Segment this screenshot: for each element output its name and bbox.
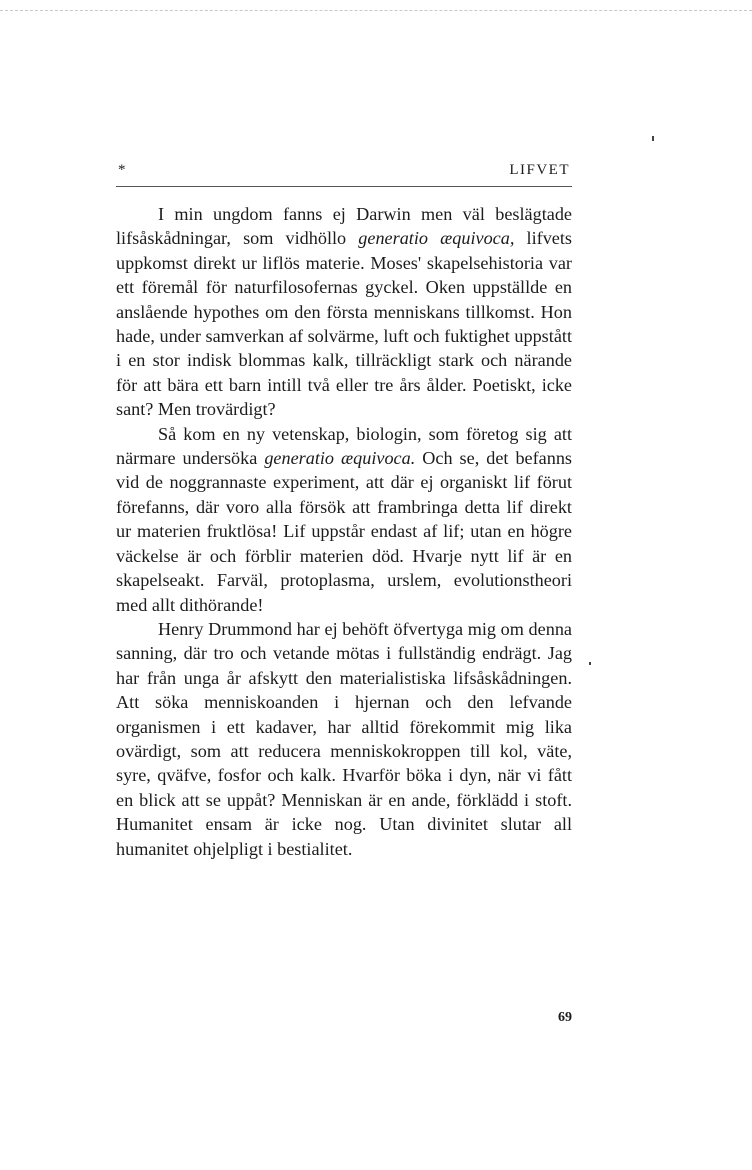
scan-speck	[589, 662, 591, 665]
header-asterisk: *	[118, 162, 126, 178]
top-scan-rule	[0, 10, 752, 11]
latin-term: generatio æquivoca,	[358, 228, 515, 249]
header-rule	[116, 186, 572, 187]
paragraph	[116, 202, 572, 422]
paragraph-text: lifvets uppkomst direkt ur liflös materie. Moses' skapelsehistoria var ett föremål för naturfilosofernas gyckel. Oken uppställde en anslående hypothes om den första menniskans tillkomst. Hon hade, under samverkan af solvärme, luft och fuktighet uppstått i en stor indisk blommas kalk, tillräckligt stark och närande för att bära ett barn intill två eller tre års ålder. Poetiskt, icke sant? Men trovärdigt?	[116, 228, 572, 420]
paragraph	[116, 617, 572, 861]
paragraph-text: I min ungdom fanns ej Darwin men väl beslägtade lifsåskådningar, som vidhöllo	[116, 204, 572, 249]
scan-speck	[652, 136, 654, 141]
body-text	[116, 202, 572, 861]
paragraph-text: Så kom en ny vetenskap, biologin, som företog sig att närmare undersöka	[116, 423, 572, 469]
running-header	[116, 160, 572, 184]
page-number: 69	[558, 1010, 572, 1025]
latin-term: generatio æquivoca.	[264, 448, 416, 469]
running-title: LIFVET	[509, 162, 570, 178]
paragraph	[116, 422, 572, 617]
paragraph-text: Henry Drummond har ej behöft öfvertyga mig om denna sanning, där tro och vetande mötas i fullständig endrägt. Jag har från unga år afskytt den materialistiska lifsåskådningen. Att söka menniskoanden i hjernan och den lefvande organismen i ett kadaver, har alltid förekommit mig lika ovärdigt, som att reducera menniskokroppen till kol, väte, syre, qväfve, fosfor och kalk. Hvarför böka i dyn, när vi fått en blick att se uppåt? Menniskan är en ande, förklädd i stoft. Humanitet ensam är icke nog. Utan divinitet slutar all humanitet ohjelpligt i bestialitet.	[116, 618, 572, 859]
paragraph-text: Och se, det befanns vid de noggrannaste experiment, att där ej organiskt lif förut förefanns, där voro alla försök att frambringa detta lif direkt ur materien fruktlösa! Lif uppstår endast af lif; utan en högre väckelse är och förblir materien död. Hvarje nytt lif är en skapelseakt. Farväl, protoplasma, urslem, evolutionstheori med allt dithörande!	[116, 448, 572, 615]
